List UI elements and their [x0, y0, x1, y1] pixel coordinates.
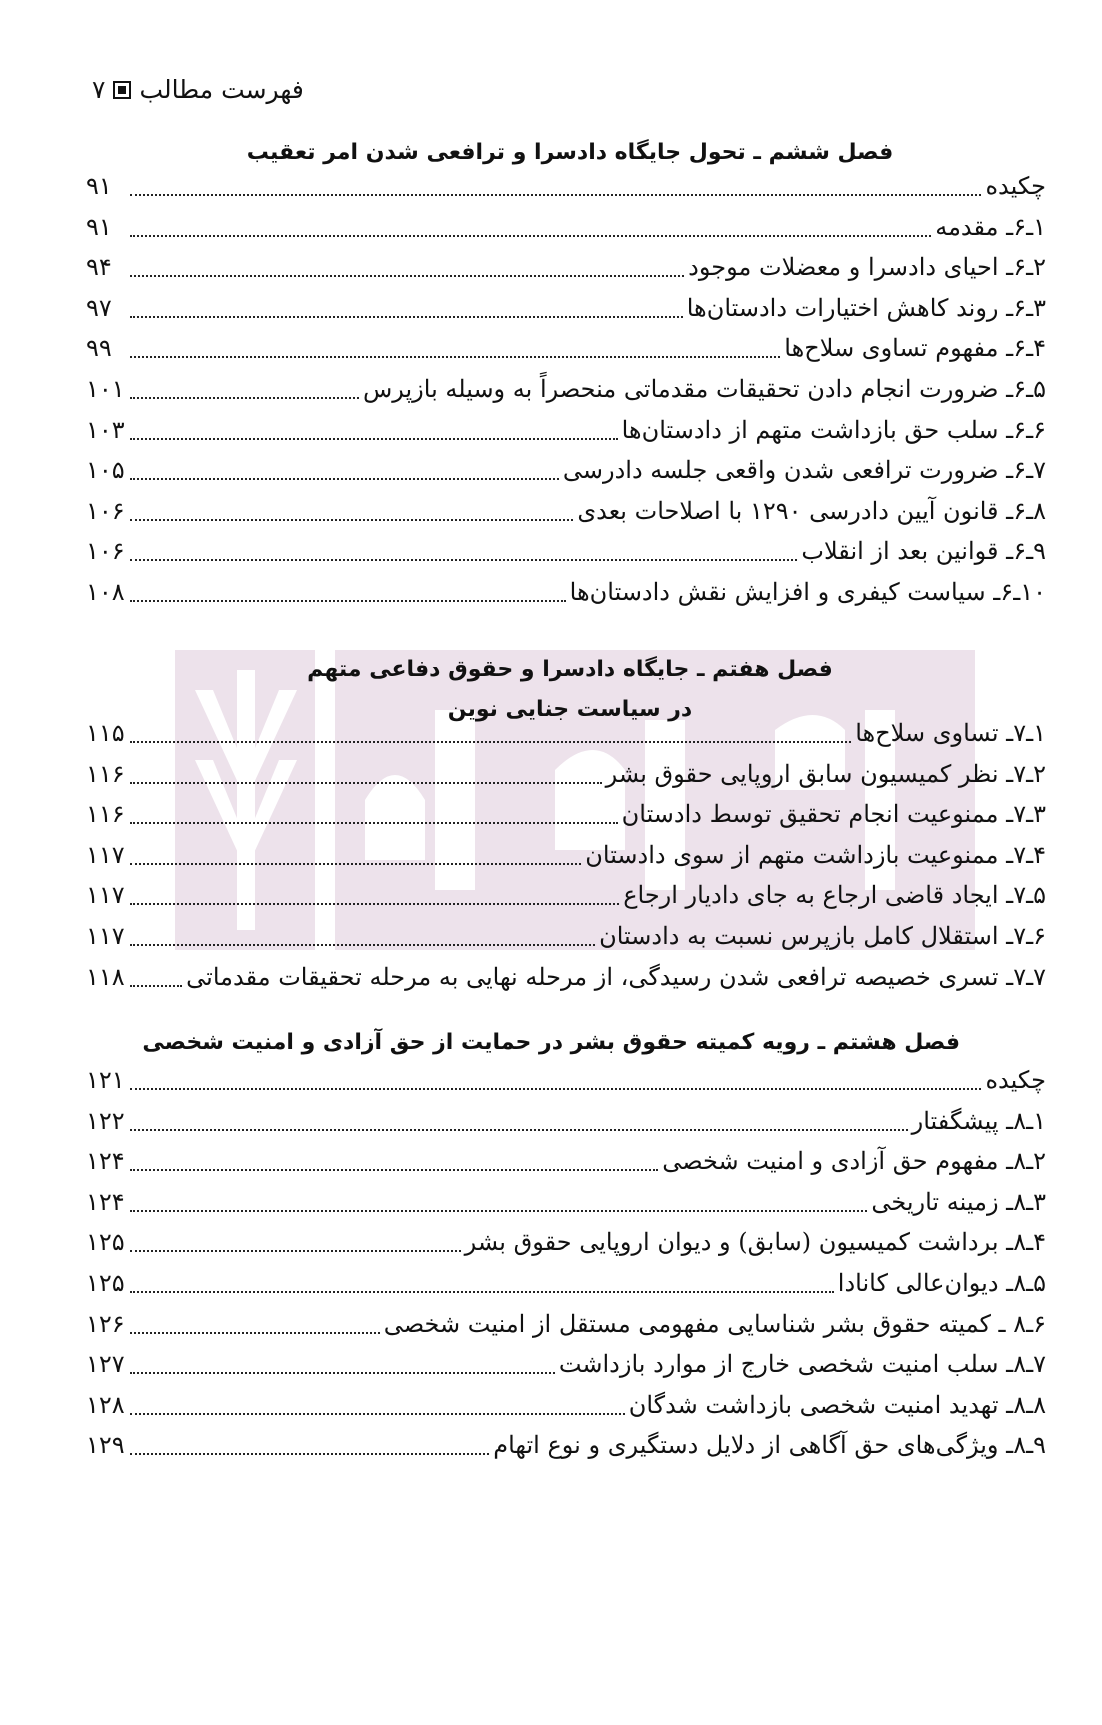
toc-entry-page-number: ۱۲۹	[86, 1431, 125, 1460]
toc-entry-page-number: ۹۱	[86, 212, 112, 241]
dot-leader	[130, 316, 683, 318]
toc-entry-page-number: ۱۰۶	[86, 496, 125, 525]
toc-entry-page-number: ۱۲۴	[86, 1187, 125, 1216]
toc-entry[interactable]	[86, 711, 1046, 755]
toc-entry-label: ۳ـ۷ـ ممنوعیت انجام تحقیق توسط دادستان	[621, 800, 1046, 829]
square-bullet-icon	[113, 81, 131, 99]
dot-leader	[130, 397, 359, 399]
toc-entry-label: ۹ـ۶ـ قوانین بعد از انقلاب	[801, 537, 1046, 566]
toc-entry-page-number: ۱۲۱	[86, 1066, 125, 1094]
toc-entry-label: چکیده	[985, 172, 1046, 200]
toc-entry-label: ۵ـ۶ـ ضرورت انجام دادن تحقیقات مقدماتی منحصراً به وسیله بازپرس	[362, 375, 1046, 403]
dot-leader	[130, 1453, 489, 1455]
chapter-title-line: فصل هشتم ـ رویه کمیته حقوق بشر در حمایت از حق آزادی و امنیت شخصی	[142, 1030, 960, 1055]
toc-entry-label: ۴ـ۶ـ مفهوم تساوی سلاح‌ها	[784, 334, 1046, 363]
dot-leader	[130, 235, 931, 237]
dot-leader	[130, 1372, 555, 1374]
toc-entry-label: ۶ـ۷ـ استقلال کامل بازپرس نسبت به دادستان	[599, 922, 1046, 950]
dot-leader	[130, 559, 797, 561]
toc-entry[interactable]	[86, 489, 1046, 533]
toc-entry[interactable]	[86, 1423, 1046, 1467]
toc-entry-page-number: ۹۱	[86, 172, 112, 200]
toc-entry-label: ۳ـ۶ـ روند کاهش اختیارات دادستان‌ها	[686, 293, 1046, 322]
toc-entry[interactable]	[86, 955, 1046, 999]
toc-entry[interactable]	[86, 245, 1046, 289]
toc-entry[interactable]	[86, 914, 1046, 958]
toc-entry-page-number: ۱۰۳	[86, 415, 125, 444]
toc-entry[interactable]	[86, 367, 1046, 411]
chapter-title	[142, 1023, 960, 1063]
toc-entry[interactable]	[86, 286, 1046, 330]
toc-entry-page-number: ۱۲۶	[86, 1309, 125, 1338]
toc-entry-page-number: ۱۲۲	[86, 1106, 125, 1135]
toc-entry-page-number: ۱۰۵	[86, 456, 125, 485]
toc-entry-label: ۱ـ۷ـ تساوی سلاح‌ها	[855, 719, 1046, 747]
toc-entry-label: چکیده	[985, 1066, 1046, 1094]
toc-entry-page-number: ۱۲۷	[86, 1350, 125, 1379]
dot-leader	[130, 822, 618, 824]
toc-entry-label: ۳ـ۸ـ زمینه تاریخی	[871, 1187, 1046, 1216]
toc-entry-label: ۱ـ۸ـ پیشگفتار	[911, 1106, 1046, 1135]
toc-entry-label: ۲ـ۸ـ مفهوم حق آزادی و امنیت شخصی	[662, 1147, 1046, 1176]
toc-entry-page-number: ۱۰۶	[86, 537, 125, 566]
toc-entry-label: ۷ـ۷ـ تسری خصیصه ترافعی شدن رسیدگی، از مرحله نهایی به مرحله تحقیقات مقدماتی	[186, 962, 1046, 991]
toc-entry[interactable]	[86, 205, 1046, 249]
toc-entry[interactable]	[86, 1383, 1046, 1427]
toc-entry-label: ۶ـ۸ ـ کمیته حقوق بشر شناسایی مفهومی مستقل از امنیت شخصی	[383, 1309, 1046, 1338]
toc-entry-label: ۵ـ۷ـ ایجاد قاضی ارجاع به جای دادیار ارجاع	[623, 881, 1046, 910]
toc-entry[interactable]	[86, 1099, 1046, 1143]
toc-entry-label: ۵ـ۸ـ دیوان‌عالی کانادا	[837, 1269, 1046, 1297]
toc-entry-label: ۷ـ۶ـ ضرورت ترافعی شدن واقعی جلسه دادرسی	[562, 456, 1046, 485]
dot-leader	[130, 985, 182, 987]
toc-entry-page-number: ۱۲۸	[86, 1390, 125, 1419]
toc-entry-page-number: ۱۰۸	[86, 578, 125, 606]
chapter-title-line: فصل ششم ـ تحول جایگاه دادسرا و ترافعی شدن امر تعقیب	[246, 140, 894, 165]
dot-leader	[130, 863, 581, 865]
toc-entry[interactable]	[86, 792, 1046, 836]
toc-entry-label: ۶ـ۶ـ سلب حق بازداشت متهم از دادستان‌ها	[621, 415, 1046, 444]
toc-entry[interactable]	[86, 1058, 1046, 1102]
dot-leader	[130, 478, 559, 480]
dot-leader	[130, 1291, 834, 1293]
toc-entry[interactable]	[86, 833, 1046, 877]
toc-entry[interactable]	[86, 1261, 1046, 1305]
dot-leader	[130, 903, 619, 905]
toc-entry-label: ۹ـ۸ـ ویژگی‌های حق آگاهی از دلایل دستگیری و نوع اتهام	[493, 1431, 1046, 1460]
toc-entry-page-number: ۹۷	[86, 293, 112, 322]
toc-entry-page-number: ۱۲۴	[86, 1147, 125, 1176]
dot-leader	[130, 1088, 981, 1090]
dot-leader	[130, 1250, 461, 1252]
toc-entry-label: ۱۰ـ۶ـ سیاست کیفری و افزایش نقش دادستان‌ها	[569, 578, 1046, 606]
dot-leader	[130, 194, 981, 196]
toc-entry-label: ۴ـ۸ـ برداشت کمیسیون (سابق) و دیوان اروپایی حقوق بشر	[464, 1228, 1046, 1257]
toc-entry[interactable]	[86, 570, 1046, 614]
dot-leader	[130, 438, 618, 440]
toc-entry[interactable]	[86, 1180, 1046, 1224]
dot-leader	[130, 1332, 380, 1334]
toc-entry-page-number: ۱۰۱	[86, 375, 125, 403]
dot-leader	[130, 356, 780, 358]
toc-entry-label: ۸ـ۶ـ قانون آیین دادرسی ۱۲۹۰ با اصلاحات بعدی	[577, 496, 1046, 525]
header-page-number: ۷	[92, 75, 106, 104]
toc-entry-page-number: ۱۲۵	[86, 1269, 125, 1297]
running-header	[92, 72, 312, 108]
dot-leader	[130, 600, 566, 602]
toc-entry[interactable]	[86, 164, 1046, 208]
dot-leader	[130, 741, 851, 743]
dot-leader	[130, 275, 684, 277]
toc-entry-page-number: ۱۱۶	[86, 800, 125, 829]
dot-leader	[130, 519, 573, 521]
toc-entry[interactable]	[86, 752, 1046, 796]
toc-entry-label: ۱ـ۶ـ مقدمه	[935, 212, 1046, 241]
toc-entry-page-number: ۱۱۶	[86, 759, 125, 788]
toc-entry-page-number: ۹۴	[86, 253, 112, 282]
toc-entry[interactable]	[86, 1342, 1046, 1386]
toc-entry[interactable]	[86, 326, 1046, 370]
toc-entry-page-number: ۱۱۸	[86, 962, 125, 991]
toc-entry-page-number: ۱۱۷	[86, 840, 125, 869]
toc-entry[interactable]	[86, 1220, 1046, 1264]
chapter-title-line: فصل هفتم ـ جایگاه دادسرا و حقوق دفاعی متهم	[307, 657, 833, 682]
toc-entry-page-number: ۱۱۷	[86, 881, 125, 910]
toc-entry[interactable]	[86, 1139, 1046, 1183]
dot-leader	[130, 1169, 658, 1171]
toc-entry-label: ۸ـ۸ـ تهدید امنیت شخصی بازداشت شدگان	[628, 1390, 1046, 1419]
dot-leader	[130, 1129, 908, 1131]
toc-entry[interactable]	[86, 408, 1046, 452]
toc-entry-page-number: ۱۲۵	[86, 1228, 125, 1257]
dot-leader	[130, 1413, 625, 1415]
chapter-title-line: در سیاست جنایی نوین	[447, 697, 693, 722]
toc-entry-label: ۲ـ۶ـ احیای دادسرا و معضلات موجود	[688, 253, 1046, 282]
toc-entry[interactable]	[86, 529, 1046, 573]
dot-leader	[130, 1210, 867, 1212]
dot-leader	[130, 944, 595, 946]
dot-leader	[130, 782, 602, 784]
toc-entry-label: ۲ـ۷ـ نظر کمیسیون سابق اروپایی حقوق بشر	[605, 759, 1046, 788]
toc-entry[interactable]	[86, 448, 1046, 492]
toc-entry[interactable]	[86, 873, 1046, 917]
toc-entry-page-number: ۱۱۵	[86, 719, 125, 747]
header-title: فهرست مطالب	[139, 75, 304, 104]
toc-entry[interactable]	[86, 1302, 1046, 1346]
toc-entry-page-number: ۹۹	[86, 334, 112, 363]
toc-entry-page-number: ۱۱۷	[86, 922, 125, 950]
toc-entry-label: ۴ـ۷ـ ممنوعیت بازداشت متهم از سوی دادستان	[585, 840, 1046, 869]
toc-entry-label: ۷ـ۸ـ سلب امنیت شخصی خارج از موارد بازداشت	[558, 1350, 1046, 1379]
